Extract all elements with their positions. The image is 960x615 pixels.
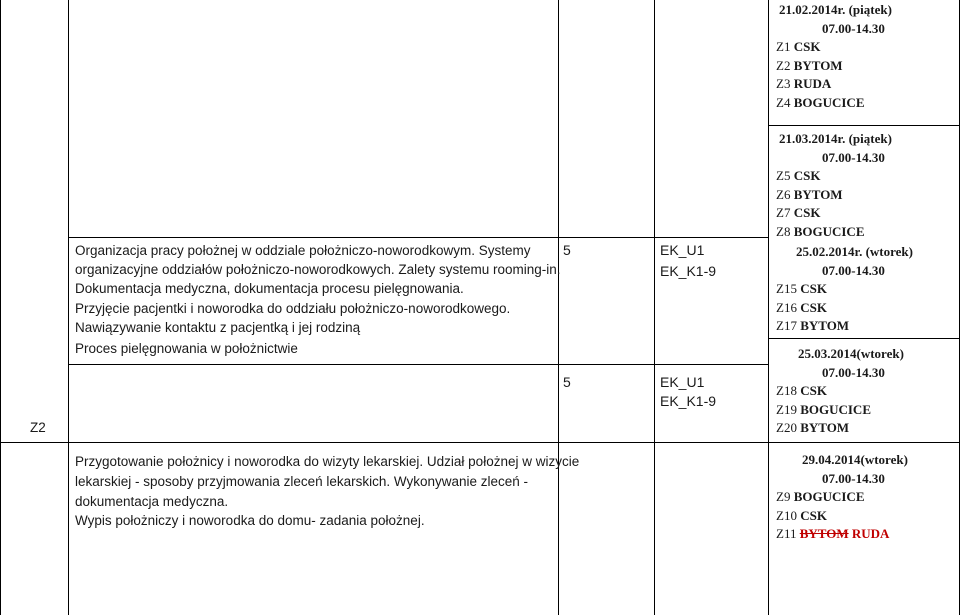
group-entry-corrected: Z11 BYTOM RUDA	[776, 526, 890, 541]
topic-line: Wypis położniczy i noworodka do domu- zadania położnej.	[75, 513, 425, 528]
hours-1: 5	[563, 242, 571, 258]
group-entry: Z18 CSK	[776, 383, 827, 398]
schedule-hours: 07.00-14.30	[822, 364, 885, 380]
topic-line: Przyjęcie pacjentki i noworodka do oddziału położniczo-noworodkowego.	[75, 301, 511, 316]
group-entry: Z4 BOGUCICE	[776, 94, 865, 110]
schedule-block-2	[776, 130, 892, 241]
schedule-block-1	[776, 1, 892, 112]
effect-2b: EK_K1-9	[660, 393, 717, 409]
schedule-date: 29.04.2014(wtorek)	[802, 452, 908, 467]
row-label: Z2	[30, 420, 46, 435]
schedule-hours: 07.00-14.30	[822, 20, 885, 36]
group-entry: Z5 CSK	[776, 168, 821, 183]
schedule-date: 25.03.2014(wtorek)	[798, 346, 904, 361]
schedule-date: 25.02.2014r. (wtorek)	[796, 244, 913, 259]
group-entry: Z6 BYTOM	[776, 186, 843, 202]
effect-1b: EK_K1-9	[660, 263, 717, 279]
schedule-hours: 07.00-14.30	[822, 149, 885, 165]
schedule-block-4	[776, 345, 904, 438]
group-entry: Z10 CSK	[776, 507, 827, 523]
replacement-location: RUDA	[851, 526, 890, 541]
group-entry: Z9 BOGUCICE	[776, 489, 865, 504]
topic-line: Proces pielęgnowania w położnictwie	[75, 341, 298, 356]
schedule-hours: 07.00-14.30	[822, 470, 885, 486]
topic-line: organizacyjne oddziałów położniczo-noworodkowych. Zalety systemu rooming-in.	[75, 262, 561, 277]
topic-line: lekarskiej - sposoby przyjmowania zleceń lekarskich. Wykonywanie zleceń -	[75, 474, 529, 489]
group-entry: Z8 BOGUCICE	[776, 223, 865, 239]
group-entry: Z16 CSK	[776, 299, 827, 315]
effect-2a: EK_U1	[660, 374, 705, 390]
group-entry: Z15 CSK	[776, 281, 827, 296]
group-entry: Z19 BOGUCICE	[776, 401, 871, 417]
schedule-block-5	[776, 451, 908, 544]
schedule-date: 21.03.2014r. (piątek)	[779, 131, 892, 146]
topic-line: Przygotowanie położnicy i noworodka do wizyty lekarskiej. Udział położnej w wizycie	[75, 454, 580, 469]
group-entry: Z2 BYTOM	[776, 57, 843, 73]
group-entry: Z20 BYTOM	[776, 420, 850, 435]
group-entry: Z7 CSK	[776, 205, 821, 220]
group-entry: Z17 BYTOM	[776, 318, 850, 333]
group-entry: Z3 RUDA	[776, 76, 832, 91]
topic-line: Dokumentacja medyczna, dokumentacja procesu pielęgnowania.	[75, 281, 464, 296]
schedule-date: 21.02.2014r. (piątek)	[779, 2, 892, 17]
hours-2: 5	[563, 374, 571, 390]
topic-line: Nawiązywanie kontaktu z pacjentką i jej rodziną	[75, 320, 361, 335]
topic-line: Organizacja pracy położnej w oddziale położniczo-noworodkowym. Systemy	[75, 243, 531, 258]
schedule-block-3	[776, 243, 913, 336]
group-entry: Z1 CSK	[776, 39, 821, 54]
schedule-hours: 07.00-14.30	[822, 262, 885, 278]
struck-location: BYTOM	[799, 526, 849, 541]
topic-line: dokumentacja medyczna.	[75, 494, 229, 509]
effect-1a: EK_U1	[660, 242, 705, 258]
